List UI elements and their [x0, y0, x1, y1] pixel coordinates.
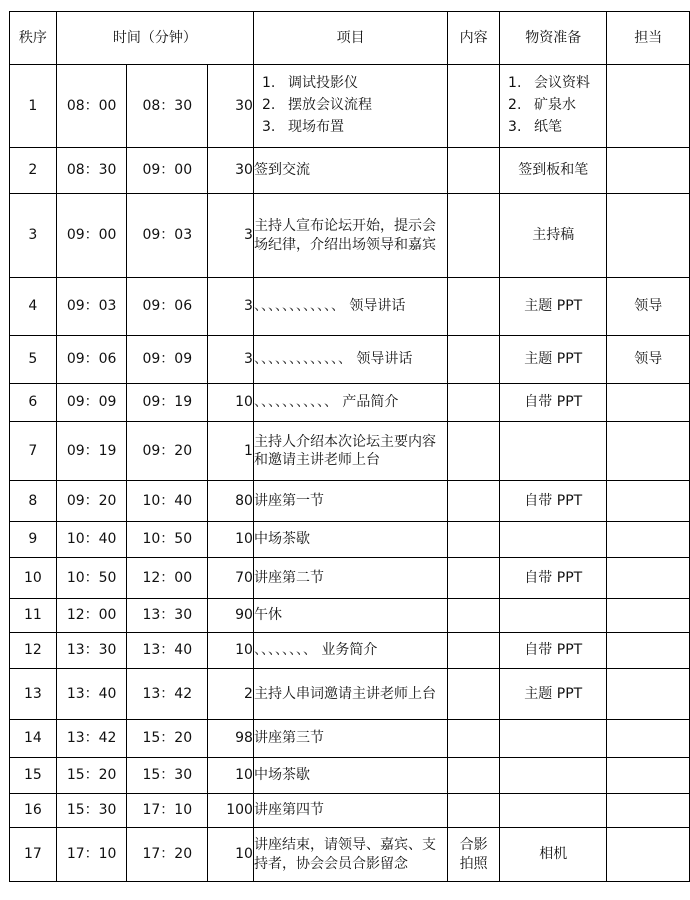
content-cell	[448, 194, 500, 278]
start-time-cell: 13：42	[56, 720, 127, 758]
seq-cell: 16	[10, 794, 57, 828]
owner-cell	[607, 720, 690, 758]
seq-cell: 10	[10, 558, 57, 599]
start-time-cell: 12：00	[56, 599, 127, 633]
start-time-cell: 17：10	[56, 828, 127, 882]
owner-cell	[607, 669, 690, 720]
content-cell	[448, 481, 500, 522]
minutes-cell: 10	[208, 828, 254, 882]
seq-cell: 8	[10, 481, 57, 522]
minutes-cell: 2	[208, 669, 254, 720]
owner-cell	[607, 65, 690, 148]
seq-cell: 6	[10, 384, 57, 422]
start-time-cell: 10：40	[56, 522, 127, 558]
item-cell	[253, 336, 447, 384]
supplies-cell	[500, 794, 607, 828]
table-row	[10, 758, 690, 794]
content-cell	[448, 336, 500, 384]
start-time-cell: 13：40	[56, 669, 127, 720]
supplies-cell: 相机	[500, 828, 607, 882]
end-time-cell: 10：40	[127, 481, 208, 522]
item-cell	[253, 384, 447, 422]
end-time-cell: 09：19	[127, 384, 208, 422]
seq-cell: 15	[10, 758, 57, 794]
content-cell	[448, 148, 500, 194]
item-cell	[253, 65, 447, 148]
item-cell	[253, 422, 447, 481]
minutes-cell: 10	[208, 758, 254, 794]
table-row	[10, 522, 690, 558]
item-text: 主持人介绍本次论坛主要内容和邀请主讲老师上台	[253, 433, 436, 468]
content-cell: 合影拍照	[448, 828, 500, 882]
content-cell	[448, 522, 500, 558]
seq-cell: 7	[10, 422, 57, 481]
table-row	[10, 558, 690, 599]
list-item: 1. 会议资料	[508, 75, 591, 92]
item-cell	[253, 194, 447, 278]
ellipsis-marks: 、、、、、、、、	[253, 642, 317, 659]
owner-cell	[607, 481, 690, 522]
content-cell	[448, 558, 500, 599]
end-time-cell: 09：00	[127, 148, 208, 194]
table-row	[10, 481, 690, 522]
owner-cell	[607, 558, 690, 599]
header-content: 内容	[448, 12, 500, 65]
table-row	[10, 422, 690, 481]
start-time-cell: 09：19	[56, 422, 127, 481]
ellipsis-marks: 、、、、、、、、、、、	[253, 394, 338, 411]
minutes-cell: 80	[208, 481, 254, 522]
seq-cell: 13	[10, 669, 57, 720]
end-time-cell: 09：03	[127, 194, 208, 278]
item-cell	[253, 522, 447, 558]
item-list	[254, 73, 447, 138]
end-time-cell: 10：50	[127, 522, 208, 558]
owner-cell	[607, 599, 690, 633]
item-cell	[253, 599, 447, 633]
minutes-cell: 3	[208, 336, 254, 384]
owner-cell	[607, 422, 690, 481]
seq-cell: 1	[10, 65, 57, 148]
minutes-cell: 90	[208, 599, 254, 633]
list-item: 2. 摆放会议流程	[261, 97, 372, 114]
minutes-cell: 30	[208, 148, 254, 194]
item-cell	[253, 758, 447, 794]
item-cell	[253, 481, 447, 522]
list-item: 2. 矿泉水	[508, 97, 577, 114]
supplies-cell: 主持稿	[500, 194, 607, 278]
supplies-cell: 主题 PPT	[500, 669, 607, 720]
minutes-cell: 100	[208, 794, 254, 828]
supplies-cell: 自带 PPT	[500, 481, 607, 522]
header-item: 项目	[253, 12, 447, 65]
supplies-cell	[500, 522, 607, 558]
owner-cell	[607, 828, 690, 882]
owner-cell: 领导	[607, 278, 690, 336]
item-cell	[253, 148, 447, 194]
supplies-cell	[500, 758, 607, 794]
seq-cell: 4	[10, 278, 57, 336]
content-cell	[448, 278, 500, 336]
table-row	[10, 278, 690, 336]
supply-list	[500, 73, 606, 138]
supplies-cell: 自带 PPT	[500, 384, 607, 422]
item-cell	[253, 828, 447, 882]
minutes-cell: 10	[208, 384, 254, 422]
item-text: 讲座第一节	[253, 492, 324, 509]
minutes-cell: 10	[208, 633, 254, 669]
table-row	[10, 794, 690, 828]
start-time-cell: 15：20	[56, 758, 127, 794]
start-time-cell: 10：50	[56, 558, 127, 599]
content-cell	[448, 384, 500, 422]
table-row	[10, 599, 690, 633]
owner-cell	[607, 633, 690, 669]
supplies-cell: 自带 PPT	[500, 633, 607, 669]
header-owner: 担当	[607, 12, 690, 65]
content-cell	[448, 599, 500, 633]
item-cell	[253, 669, 447, 720]
content-cell	[448, 720, 500, 758]
item-text: 中场茶歇	[253, 767, 310, 784]
owner-cell	[607, 758, 690, 794]
table-row	[10, 633, 690, 669]
list-item: 1. 调试投影仪	[261, 75, 358, 92]
header-seq: 秩序	[10, 12, 57, 65]
list-item: 3. 现场布置	[261, 118, 344, 135]
table-row	[10, 148, 690, 194]
item-cell	[253, 558, 447, 599]
ellipsis-marks: 、、、、、、、、、、、、	[253, 298, 345, 315]
seq-cell: 5	[10, 336, 57, 384]
end-time-cell: 09：09	[127, 336, 208, 384]
owner-cell	[607, 522, 690, 558]
owner-cell	[607, 148, 690, 194]
item-text: 主持人串词邀请主讲老师上台	[253, 685, 436, 702]
start-time-cell: 13：30	[56, 633, 127, 669]
header-row	[10, 12, 690, 65]
seq-cell: 3	[10, 194, 57, 278]
table-row	[10, 384, 690, 422]
supplies-cell: 主题 PPT	[500, 278, 607, 336]
start-time-cell: 15：30	[56, 794, 127, 828]
start-time-cell: 09：06	[56, 336, 127, 384]
table-row	[10, 65, 690, 148]
content-cell	[448, 65, 500, 148]
supplies-cell	[500, 65, 607, 148]
end-time-cell: 08：30	[127, 65, 208, 148]
table-row	[10, 194, 690, 278]
seq-cell: 2	[10, 148, 57, 194]
end-time-cell: 15：20	[127, 720, 208, 758]
end-time-cell: 13：42	[127, 669, 208, 720]
content-cell	[448, 633, 500, 669]
table-row	[10, 336, 690, 384]
schedule-table	[9, 11, 690, 882]
content-cell	[448, 758, 500, 794]
content-cell	[448, 669, 500, 720]
start-time-cell: 09：00	[56, 194, 127, 278]
supplies-cell	[500, 599, 607, 633]
end-time-cell: 17：10	[127, 794, 208, 828]
table-row	[10, 720, 690, 758]
owner-cell	[607, 194, 690, 278]
minutes-cell: 3	[208, 194, 254, 278]
supplies-cell	[500, 720, 607, 758]
item-cell	[253, 633, 447, 669]
minutes-cell: 1	[208, 422, 254, 481]
end-time-cell: 15：30	[127, 758, 208, 794]
list-item: 3. 纸笔	[508, 118, 563, 135]
minutes-cell: 30	[208, 65, 254, 148]
item-text: 午休	[253, 607, 282, 624]
end-time-cell: 17：20	[127, 828, 208, 882]
item-cell	[253, 720, 447, 758]
supplies-cell: 主题 PPT	[500, 336, 607, 384]
item-text: 中场茶歇	[253, 531, 310, 548]
item-text: 领导讲话	[349, 298, 406, 315]
item-text: 主持人宣布论坛开始，提示会场纪律，介绍出场领导和嘉宾	[253, 218, 436, 253]
minutes-cell: 98	[208, 720, 254, 758]
item-cell	[253, 278, 447, 336]
end-time-cell: 09：06	[127, 278, 208, 336]
seq-cell: 12	[10, 633, 57, 669]
end-time-cell: 13：30	[127, 599, 208, 633]
item-cell	[253, 794, 447, 828]
seq-cell: 11	[10, 599, 57, 633]
header-supplies: 物资准备	[500, 12, 607, 65]
item-text: 讲座第四节	[253, 802, 324, 819]
end-time-cell: 09：20	[127, 422, 208, 481]
seq-cell: 14	[10, 720, 57, 758]
owner-cell	[607, 794, 690, 828]
supplies-cell	[500, 422, 607, 481]
table-row	[10, 669, 690, 720]
supplies-cell: 签到板和笔	[500, 148, 607, 194]
owner-cell	[607, 384, 690, 422]
item-text: 讲座第二节	[253, 569, 324, 586]
end-time-cell: 13：40	[127, 633, 208, 669]
item-text: 产品简介	[342, 394, 399, 411]
item-text: 业务简介	[321, 642, 378, 659]
ellipsis-marks: 、、、、、、、、、、、、、	[253, 351, 352, 368]
owner-cell: 领导	[607, 336, 690, 384]
minutes-cell: 70	[208, 558, 254, 599]
start-time-cell: 08：00	[56, 65, 127, 148]
end-time-cell: 12：00	[127, 558, 208, 599]
item-text: 签到交流	[253, 162, 310, 179]
table-row	[10, 828, 690, 882]
content-cell	[448, 794, 500, 828]
minutes-cell: 10	[208, 522, 254, 558]
start-time-cell: 09：03	[56, 278, 127, 336]
start-time-cell: 09：09	[56, 384, 127, 422]
seq-cell: 17	[10, 828, 57, 882]
content-cell	[448, 422, 500, 481]
start-time-cell: 09：20	[56, 481, 127, 522]
item-text: 讲座结束，请领导、嘉宾、支持者，协会会员合影留念	[253, 837, 436, 872]
item-text: 领导讲话	[356, 351, 413, 368]
seq-cell: 9	[10, 522, 57, 558]
item-text: 讲座第三节	[253, 730, 324, 747]
minutes-cell: 3	[208, 278, 254, 336]
supplies-cell: 自带 PPT	[500, 558, 607, 599]
start-time-cell: 08：30	[56, 148, 127, 194]
header-time: 时间（分钟）	[56, 12, 253, 65]
